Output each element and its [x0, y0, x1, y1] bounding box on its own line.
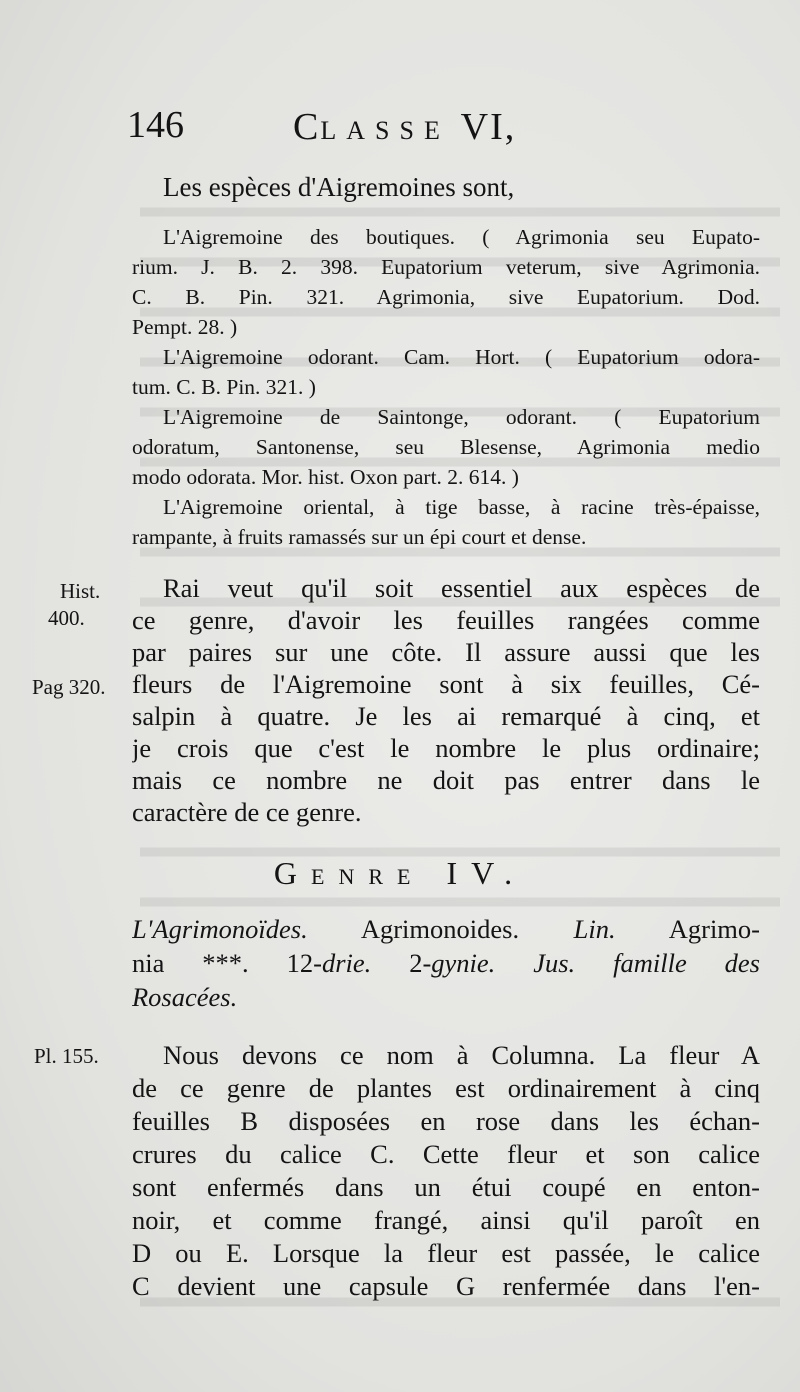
paragraph-line: Nous devons ce nom à Columna. La fleur A: [163, 1040, 760, 1070]
margin-note-hist-number: 400.: [48, 606, 85, 630]
species-line: L'Aigremoine des boutiques. ( Agrimonia seu Eupato-: [163, 225, 760, 249]
linnaeus-ref: Lin.: [573, 914, 616, 944]
genre-numeral: IV.: [446, 855, 527, 891]
genus-nia: nia ***.: [132, 948, 249, 978]
species-line: C. B. Pin. 321. Agrimonia, sive Eupatorium. Dod.: [132, 285, 760, 309]
genre-rest: ENRE: [311, 864, 425, 889]
paragraph-line: ce genre, d'avoir les feuilles rangées comme: [132, 605, 760, 635]
margin-note-page: Pag 320.: [32, 675, 106, 699]
family-line: [132, 982, 760, 1013]
species-line: tum. C. B. Pin. 321. ): [132, 375, 316, 399]
order-number: 2-: [409, 948, 432, 978]
genus-classification-line: [132, 948, 760, 979]
species-line: L'Aigremoine de Saintonge, odorant. ( Eupatorium: [163, 405, 760, 429]
page-header: [0, 103, 800, 151]
species-line: rampante, à fruits ramassés sur un épi court et dense.: [132, 525, 587, 549]
paragraph-line: feuilles B disposées en rose dans les échan-: [132, 1106, 760, 1136]
species-line: L'Aigremoine odorant. Cam. Hort. ( Eupatorium odora-: [163, 345, 760, 369]
class-drie: drie.: [321, 948, 372, 978]
paragraph-line: salpin à quatre. Je les ai remarqué à cinq, et: [132, 701, 760, 731]
genus-name: L'Agrimonoïdes.: [132, 914, 308, 944]
genre-heading: [0, 855, 800, 892]
paragraph-line: crures du calice C. Cette fleur et son calice: [132, 1139, 760, 1169]
running-head-initial: C: [293, 106, 321, 148]
paragraph-line: D ou E. Lorsque la fleur est passée, le calice: [132, 1238, 760, 1268]
jussieu-ref: Jus.: [533, 948, 576, 978]
margin-note-hist: Hist.: [60, 579, 101, 603]
paragraph-line: je crois que c'est le nombre le plus ordinaire;: [132, 733, 760, 763]
paragraph-line: de ce genre de plantes est ordinairement à cinq: [132, 1073, 760, 1103]
running-head-numeral: VI,: [460, 106, 517, 148]
paragraph-line: noir, et comme frangé, ainsi qu'il paroît en: [132, 1205, 760, 1235]
paragraph-line: Rai veut qu'il soit essentiel aux espèces de: [163, 573, 760, 603]
species-line: rium. J. B. 2. 398. Eupatorium veterum, sive Agrimonia.: [132, 255, 760, 279]
family-label: famille des: [613, 948, 760, 978]
running-head-rest: LASSE: [320, 116, 450, 145]
paragraph-line: fleurs de l'Aigremoine sont à six feuilles, Cé-: [132, 669, 760, 699]
class-number: 12-: [286, 948, 322, 978]
margin-note-plate: Pl. 155.: [34, 1044, 99, 1068]
order-gynie: gynie.: [431, 948, 496, 978]
species-line: modo odorata. Mor. hist. Oxon part. 2. 614. ): [132, 465, 519, 489]
paragraph-line: par paires sur une côte. Il assure aussi que les: [132, 637, 760, 667]
family-name: Rosacées.: [132, 982, 238, 1012]
genus-latin: Agrimonoides.: [360, 914, 520, 944]
species-line: odoratum, Santonense, seu Blesense, Agrimonia medio: [132, 435, 760, 459]
genre-initial: G: [273, 855, 311, 891]
species-line: Pempt. 28. ): [132, 315, 238, 339]
species-heading: Les espèces d'Aigremoines sont,: [163, 172, 515, 202]
paragraph-line: C devient une capsule G renfermée dans l'en-: [132, 1271, 760, 1301]
running-head: [293, 105, 516, 149]
paragraph-line: sont enfermés dans un étui coupé en enton-: [132, 1172, 760, 1202]
genus-agrimo: Agrimo-: [668, 914, 760, 944]
paragraph-line: mais ce nombre ne doit pas entrer dans le: [132, 765, 760, 795]
paragraph-line: caractère de ce genre.: [132, 797, 362, 827]
genus-name-line: [132, 914, 760, 945]
species-line: L'Aigremoine oriental, à tige basse, à racine très-épaisse,: [163, 495, 760, 519]
page-number: 146: [127, 104, 184, 146]
